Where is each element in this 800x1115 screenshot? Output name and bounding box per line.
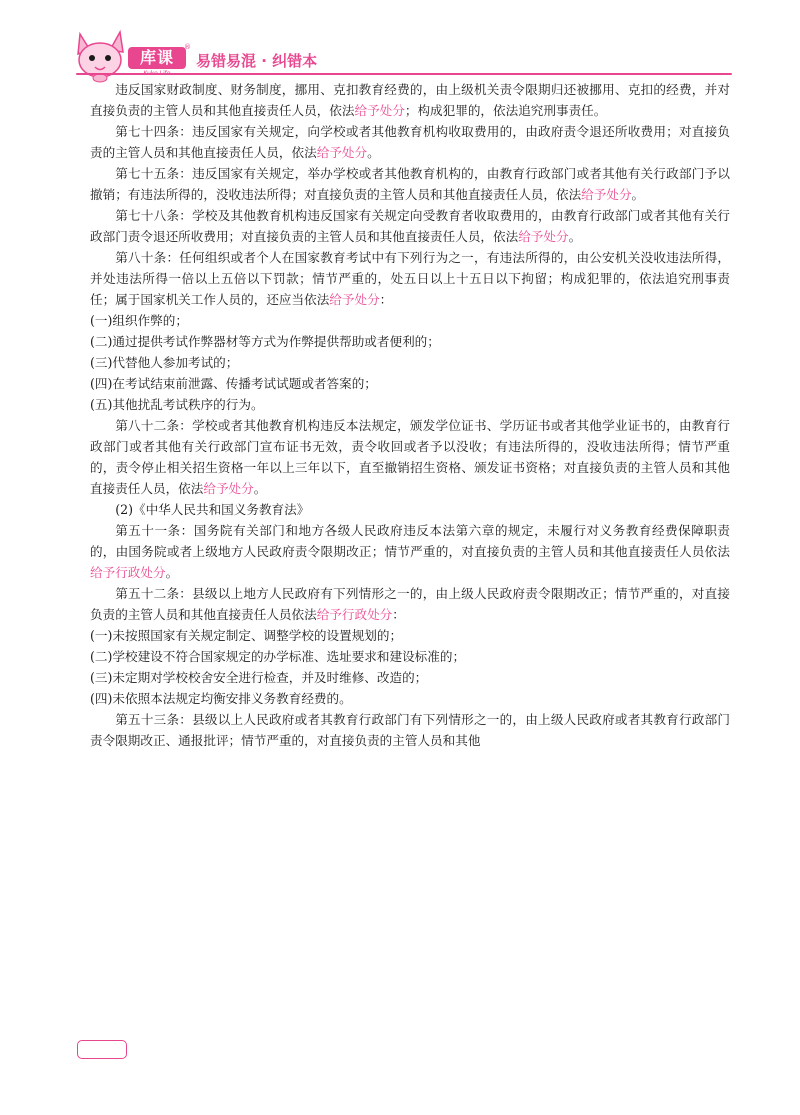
list-item	[90, 310, 730, 331]
highlighted-phrase: 给予处分	[203, 481, 254, 496]
paragraph	[90, 415, 730, 499]
text-segment: 第七十八条：学校及其他教育机构违反国家有关规定向受教育者收取费用的，由教育行政部门或者其他有关行政部门责令退还所收费用；对直接负责的主管人员和其他直接责任人员，依法	[90, 208, 730, 244]
text-segment: 。	[165, 565, 179, 580]
highlighted-phrase: 给予行政处分	[316, 607, 393, 622]
text-segment: (二)通过提供考试作弊器材等方式为作弊提供帮助或者便利的；	[90, 334, 440, 349]
list-item	[90, 667, 730, 688]
text-segment: ：	[379, 292, 393, 307]
text-segment: 第五十二条：县级以上地方人民政府有下列情形之一的，由上级人民政府责令限期改正；情节严重的，对直接负责的主管人员和其他直接责任人员依法	[90, 586, 730, 622]
page-header	[0, 0, 800, 90]
list-item	[90, 688, 730, 709]
text-segment: 。	[568, 229, 582, 244]
list-item	[90, 625, 730, 646]
list-item	[90, 646, 730, 667]
text-segment: 。	[253, 481, 267, 496]
paragraph	[90, 79, 730, 121]
paragraph	[90, 520, 730, 583]
highlighted-phrase: 给予行政处分	[90, 565, 166, 580]
text-segment: 第七十四条：违反国家有关规定，向学校或者其他教育机构收取费用的，由政府责令退还所收费用；对直接负责的主管人员和其他直接责任人员，依法	[90, 124, 730, 160]
text-segment: (三)代替他人参加考试的；	[90, 355, 239, 370]
paragraph	[90, 205, 730, 247]
text-segment: (五)其他扰乱考试秩序的行为。	[90, 397, 264, 412]
page-number-box	[77, 1040, 127, 1059]
document-body	[90, 79, 730, 751]
text-segment: (一)组织作弊的；	[90, 313, 188, 328]
list-item	[90, 373, 730, 394]
paragraph	[90, 499, 730, 520]
text-segment: (四)在考试结束前泄露、传播考试试题或者答案的；	[90, 376, 377, 391]
highlighted-phrase: 给予处分	[354, 103, 405, 118]
text-segment: (一)未按照国家有关规定制定、调整学校的设置规划的；	[90, 628, 403, 643]
text-segment: 第八十二条：学校或者其他教育机构违反本法规定，颁发学位证书、学历证书或者其他学业证书的，由教育行政部门或者其他有关行政部门宣布证书无效，责令收回或者予以没收；有违法所得的，没收违法所得；情节严重的，责令停止相关招生资格一年以上三年以下，直至撤销招生资格、颁发证书资格；对直接负责的主管人员和其他直接责任人员，依法	[90, 418, 730, 496]
brand-logo: 库课	[128, 47, 186, 69]
fox-mascot-icon	[70, 28, 130, 84]
text-segment: (四)未依照本法规定均衡安排义务教育经费的。	[90, 691, 352, 706]
paragraph	[90, 709, 730, 751]
highlighted-phrase: 给予处分	[329, 292, 380, 307]
text-segment: (2)《中华人民共和国义务教育法》	[115, 502, 310, 517]
list-item	[90, 352, 730, 373]
series-title: 易错易混 · 纠错本	[196, 52, 318, 70]
text-segment: ；构成犯罪的，依法追究刑事责任。	[404, 103, 607, 118]
header-divider	[76, 73, 732, 75]
paragraph	[90, 247, 730, 310]
text-segment: (二)学校建设不符合国家规定的办学标准、选址要求和建设标准的；	[90, 649, 466, 664]
highlighted-phrase: 给予处分	[316, 145, 368, 160]
highlighted-phrase: 给予处分	[581, 187, 632, 202]
paragraph	[90, 583, 730, 625]
text-segment: 第五十一条：国务院有关部门和地方各级人民政府违反本法第六章的规定，未履行对义务教育经费保障职责的，由国务院或者上级地方人民政府责令限期改正；情节严重的，对直接负责的主管人员和其他直接责任人员依法	[90, 523, 730, 559]
registered-mark: ®	[184, 43, 191, 51]
text-segment: 违反国家财政制度、财务制度，挪用、克扣教育经费的，由上级机关责令限期归还被挪用、克扣的经费，并对直接负责的主管人员和其他直接责任人员，依法	[90, 82, 730, 118]
text-segment: 第八十条：任何组织或者个人在国家教育考试中有下列行为之一，有违法所得的，由公安机关没收违法所得，并处违法所得一倍以上五倍以下罚款；情节严重的，处五日以上十五日以下拘留；构成犯罪的，依法追究刑事责任；属于国家机关工作人员的，还应当依法	[90, 250, 730, 307]
paragraph	[90, 163, 730, 205]
text-segment: 第七十五条：违反国家有关规定，举办学校或者其他教育机构的，由教育行政部门或者其他有关行政部门予以撤销；有违法所得的，没收违法所得；对直接负责的主管人员和其他直接责任人员，依法	[90, 166, 730, 202]
text-segment: ：	[392, 607, 405, 622]
list-item	[90, 331, 730, 352]
text-segment: 第五十三条：县级以上人民政府或者其教育行政部门有下列情形之一的，由上级人民政府或者其教育行政部门责令限期改正、通报批评；情节严重的，对直接负责的主管人员和其他	[90, 712, 730, 748]
list-item	[90, 394, 730, 415]
text-segment: (三)未定期对学校校舍安全进行检查，并及时维修、改造的；	[90, 670, 428, 685]
highlighted-phrase: 给予处分	[518, 229, 569, 244]
paragraph	[90, 121, 730, 163]
text-segment: 。	[631, 187, 645, 202]
text-segment: 。	[367, 145, 380, 160]
